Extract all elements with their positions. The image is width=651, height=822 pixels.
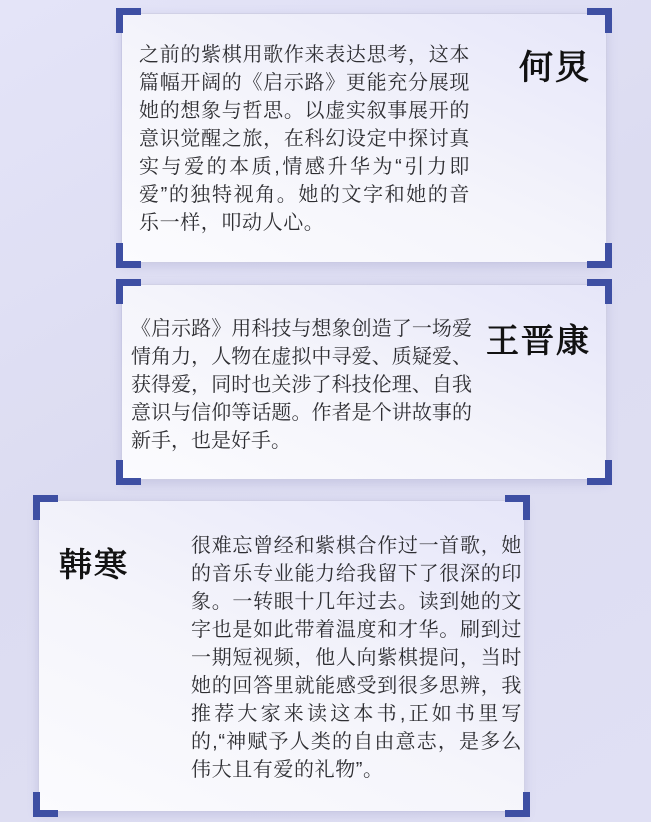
corner-bracket-top-right-icon [587,8,612,33]
corner-bracket-bottom-left-icon [116,460,141,485]
corner-bracket-bottom-left-icon [33,792,58,817]
quote-card-he-jiong [121,13,607,263]
corner-bracket-bottom-left-icon [116,243,141,268]
reviewer-name: 何炅 [519,49,591,87]
corner-bracket-bottom-right-icon [505,792,530,817]
corner-bracket-top-left-icon [33,495,58,520]
quote-card-han-han [38,500,525,812]
reviewer-name: 韩寒 [59,546,129,583]
corner-bracket-bottom-right-icon [587,460,612,485]
quote-text: 很难忘曾经和紫棋合作过一首歌，她的音乐专业能力给我留下了很深的印象。一转眼十几年过去。读到她的文字也是如此带着温度和才华。刷到过一期短视频，他人向紫棋提问，当时她的回答里就能感受到很多思辨，我推荐大家来读这本书,正如书里写的,“神赋予人类的自由意志，是多么伟大且有爱的礼物”。 [191,535,522,781]
quote-text: 《启示路》用科技与想象创造了一场爱情角力，人物在虚拟中寻爱、质疑爱、获得爱，同时也关涉了科技伦理、自我意识与信仰等话题。作者是个讲故事的新手，也是好手。 [131,318,472,452]
corner-bracket-top-right-icon [587,279,612,304]
corner-bracket-top-left-icon [116,279,141,304]
corner-bracket-bottom-right-icon [587,243,612,268]
corner-bracket-top-left-icon [116,8,141,33]
quote-text: 之前的紫棋用歌作来表达思考，这本篇幅开阔的《启示路》更能充分展现她的想象与哲思。以虚实叙事展开的意识觉醒之旅，在科幻设定中探讨真实与爱的本质,情感升华为“引力即爱”的独特视角。她的文字和她的音乐一样，叩动人心。 [139,44,470,234]
quote-card-wang-jinkang [121,284,607,480]
reviewer-name: 王晋康 [486,322,591,359]
corner-bracket-top-right-icon [505,495,530,520]
